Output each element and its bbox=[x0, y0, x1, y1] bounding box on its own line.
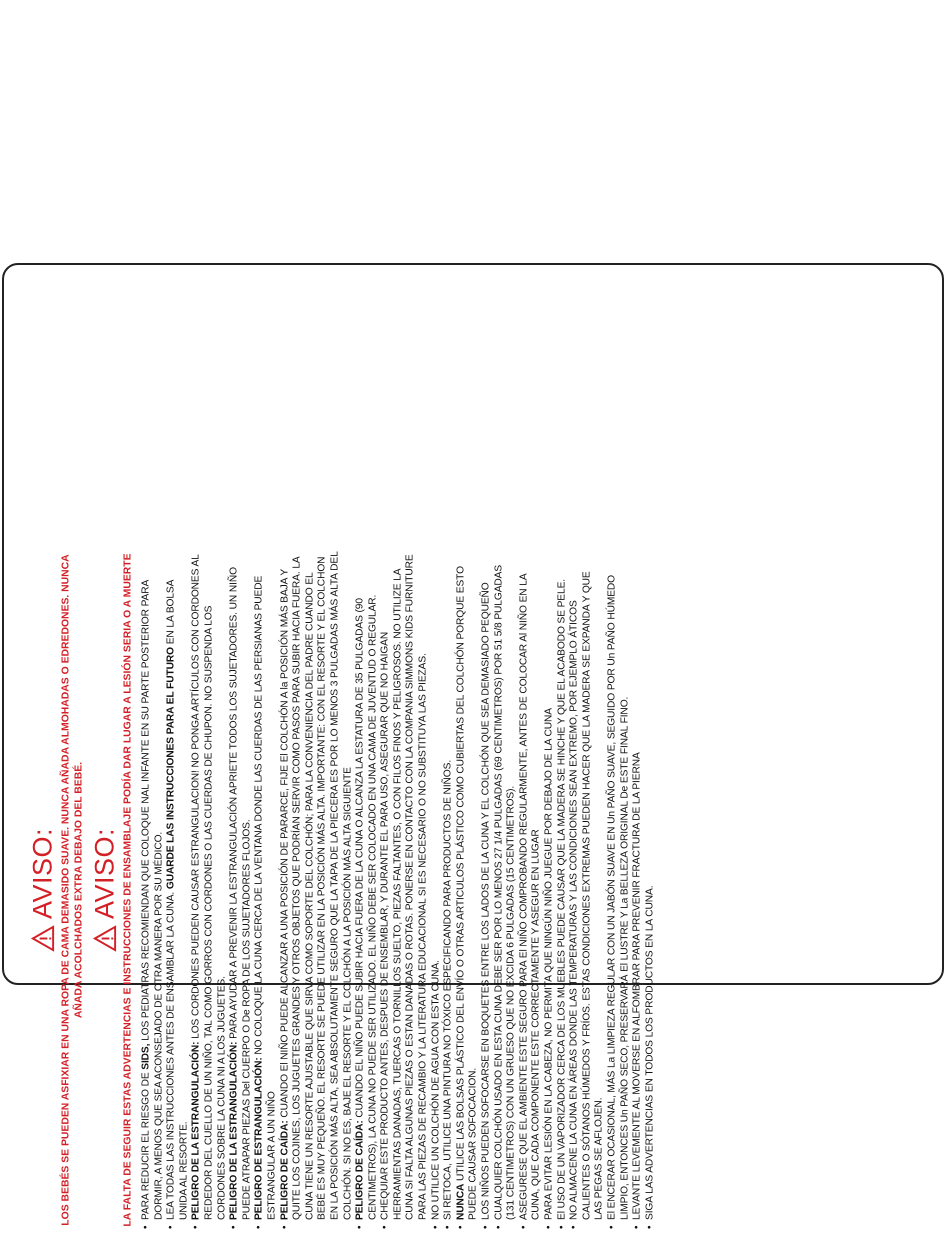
list-item: • PELIGRO DE LA ESTRANGULACIÓN: LOS CORDONES PUEDEN CAUSAR ESTRANGULACION! NO PONGA ARTÍCULOS CON CORDONES AL REDEDOR DEL CUELLO DE UN NIÑO, TAL COMO GORROS CON CORDONES O LAS CUERDAS DE CHUPON. NO SUSPENDA LOS CORDONES SOBRE LA CUNA NI A LOS JUGUETES. bbox=[191, 551, 229, 1229]
list-item: • PELIGRO DE ESTRANGULACIÓN: NO COLOQUE LA CUNA CERCA DE LA VENTANA DONDE LAS CUERDAS DE LAS PERSIANAS PUEDE ESTRANGULAR A UN NIÑO bbox=[254, 551, 279, 1229]
list-item: • PELIGRO DE CAÍDA: CUANDO EL NIÑO PUEDE SUBIR HACIA FUERA DE LA CUNA O ALCANZA LA ESTATURA DE 35 PULGADAS (90 CENTIMETROS), LA CUNA NO PUEDE SER UTILIZADO. EL NIÑO DEBE SER COLOCADO EN UNA CAMA DE JUVENTUD O REGULAR. bbox=[355, 551, 380, 1229]
warning-label-card bbox=[2, 263, 944, 1227]
list-item: • ASEGURESE QUE EL AMBIENTE ESTE SEGURO PARA El NIÑO COMPROBANDO REGULARMENTE, ANTES DE COLOCAR Al NIÑO EN LA CUNA, QUE CADA COMPONENTE ESTE CORRECTAMENTE Y ASEGUR EN LUGAR bbox=[518, 551, 543, 1229]
list-item: • NO UTILICE UN COLCHÓN DE AGUA CON ESTA CUNA. bbox=[430, 551, 443, 1229]
aviso-title-2: AVISO: bbox=[89, 827, 120, 920]
warning-header bbox=[28, 551, 135, 1229]
warning-triangle-icon bbox=[30, 925, 55, 952]
warning-list bbox=[141, 551, 657, 1229]
list-item: • NO ALMACENE LA CUNA EN ÁREAS DONDE LAS TEMPERATURAS Y LAS CONDICIONES SEAN EXTREMO, POR EJEMPLO ÁTICOS CALIENTES O SÓTANOS HÚMEDOS Y FRÍOS. ESTAS CONDICIONES EXTREMAS PUEDEN HACER QUE LA MADERA SE EXPANDA Y QUE LAS PEGAS SE AFLOJEN. bbox=[569, 551, 607, 1229]
aviso-heading-2 bbox=[90, 551, 120, 1229]
list-item: • CHEQUIAR ESTE PRODUCTO ANTES, DESPUES DE ENSEMBLAR, Y DURANTE EL PARA USO, ASEGURAR QUE NO HAIGAN HERRAMIENTAS DANADAS, TUERCAS O TORNILLOS SUELTO, PIEZAS FALTANTES, O CON FILOS FINOS Y PELIGROSOS. NO UTILIZE LA CUNA SI FALTA ALGUNAS PIEZAS O ESTAN DANADAS O ROTAS. PONERSE EN CONTACTO CON LA COMPANIA SIMMONS KIDS FURNITURE PARA LAS PIEZAS DE RECAMBIO Y LA LITERATURA EDUCACIONAL SI ES NECESARIO O NO SUBSTITUYA LAS PIEZAS. bbox=[380, 551, 430, 1229]
list-item: • SI RETOCA, UTILICE UNA PINTURA NO TÓXICO ESPECIFICANDO PARA PRODUCTOS DE NIÑOS. bbox=[443, 551, 456, 1229]
list-item: • El USO DE UN VAPORIZADOR CERCA DE LOS MUEBLES PUEDE CAUSAR QUE LA MADERA SE HINCHE Y QUE EL ACABODO SE PELE. bbox=[556, 551, 569, 1229]
suffocation-warning: LOS BEBÉS SE PUEDEN ASFIXIAR EN UNA ROPA DE CAMA DEMASIDO SUAVE. NUNCA AÑADA ALMOHADAS O EDREDONES. NUNCA AÑADA ACOLCHADOS EXTRA DEBAJO DEL BEBÉ. bbox=[60, 554, 85, 1226]
aviso-title-1: AVISO: bbox=[27, 827, 58, 920]
list-item: • SIGA LAS ADVERTENCIAS EN TODOS LOS PRODUCTOS EN LA CUNA. bbox=[644, 551, 657, 1229]
list-item: • LEVANTE LEVEMENTE AL MOVERSE EN ALFOMBRAR PARA PREVENIR FRACTURA DE LA PIERNA bbox=[632, 551, 645, 1229]
list-item: • LEA TODAS LAS INSTRUCCIONES ANTES DE ENSAMBLAR LA CUNA. GUARDE LAS INSTRUCCIONES PARA EL FUTURO EN LA BOLSA UNIDA AL RESORTE. bbox=[166, 551, 191, 1229]
list-item: • LOS NIÑOS PUEDEN SOFOCARSE EN BOQUETES ENTRE LOS LADOS DE LA CUNA Y EL COLCHÓN QUE SEA DEMASIADO PEQUEÑO bbox=[481, 551, 494, 1229]
aviso-heading-1 bbox=[28, 551, 58, 1229]
list-item: • PARA EVITAR LESIÓN EN LA CABEZA, NO PERMITA QUE NINGÚN NIÑO JUEGUE POR DEBAJO DE LA CUNA bbox=[544, 551, 557, 1229]
list-item: • PARA REDUCIR EL RIESGO DE SIDS, LOS PEDIATRAS RECOMIENDAN QUE COLOQUE NAL INFANTE EN SU PARTE POSTERIOR PARA DORMIR, A MENOS QUE SEA ACONSEJADO DE OTRA MANERA POR SU MÉDICO. bbox=[141, 551, 166, 1229]
list-item: • El ENCERAR OCASIONAL, MÁS La LIMPIEZA REGULAR CON UN JABÓN SUAVE EN Un PAÑO SUAVE, SEGUIDO POR Un PAÑO HÚMEDO LIMPIO, ENTONCES Un PAÑO SECO, PRESERVARÁ El LUSTRE Y La BELLEZA ORIGINAL De ESTE FINAL FINO. bbox=[606, 551, 631, 1229]
list-item: • NUNCA UTILICE LAS BOLSAS PLÁSTICO DEL ENVÍO O OTRAS ARTICULOS PLÁSTICO COMO CUBIERTAS DEL COLCHÓN PORQUE ESTO PUEDE CAUSAR SOFOCACION. bbox=[455, 551, 480, 1229]
list-item: • PELIGRO DE LA ESTRANGULACIÓN: PARA AYUDAR A PREVENIR LA ESTRANGULACIÓN APRIETE TODOS LOS SUJETADORES. UN NIÑO PUEDE ATRAPAR PIEZAS Del CUERPO O De ROPA DE LOS SUJETADORES FLOJOS. bbox=[229, 551, 254, 1229]
list-item: • PELIGRO DE CAÍDA: CUANDO El NIÑO PUEDE ALCANZAR A UNA POSICIÓN DE PARARCE, FIJE El COLCHÓN A la POSICIÓN MÁS BAJA Y QUITE LOS COJINES, LOS JUGUETES GRANDES Y OTROS OBJETOS QUE PODRÍAN SERVIR COMO PASOS PARA SUBIR HACIA FUERA. LA CUNA TIENE UN RESORTE AJUSTABLE QUE SIRVA COMO SOPORTE DEL COLCHÓN; PARA LA CONVENIENCIA DEL PADRE CUANDO EL BEBÉ ES MUY PEQUEÑO. EL RESORTE SE PUEDE UTILIZAR EN LA POSICIÓN MÁS ALTA. IMPORTANTE: CON EL RESORTE Y EL COLCHON EN LA POSICIÓN MÁS ALTA, SEA ABSOLUTAMENTE SEGURO QUE LA TAPA DE LA PIECERA ES POR LO MENOS 3 PULGADAS MÁS ALTA DEL COLCHÓN. SI NO ES, BAJE EL RESORTE Y EL COLCHÓN A LA POSICIÓN MÁS ALTA SIGUIENTE bbox=[279, 551, 355, 1229]
list-item: • CUALQUIER COLCHÓN USADO EN ESTA CUNA DEBE SER POR LO MENOS 27 1/4 PULGADAS (69 CENTIMETROS) POR 51 5/8 PULGADAS (131 CENTIMETROS) CON UN GRUESO QUE NO EXCIDA 6 PULGADAS (15 CENTIMETROS). bbox=[493, 551, 518, 1229]
warning-triangle-icon bbox=[92, 925, 117, 952]
injury-warning: LA FALTA DE SEGUIR ESTAS ADVERTENCIAS E INSTRUCCIONES DE ENSAMBLAJE PODÍA DAR LUGAR A LESIÓN SERIA O A MUERTE bbox=[122, 553, 134, 1227]
rotated-label-content bbox=[18, 541, 933, 1237]
